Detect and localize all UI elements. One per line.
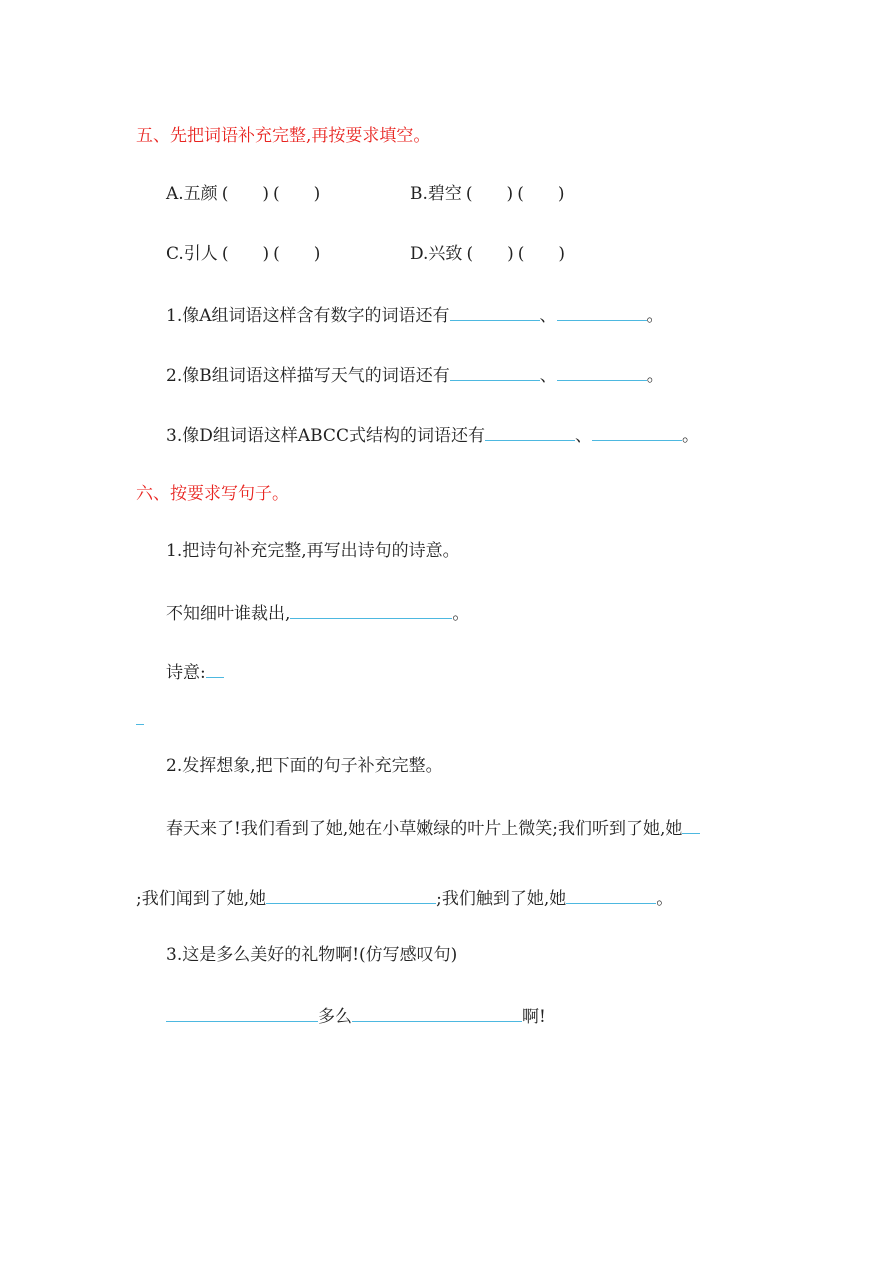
paren: ) (557, 184, 565, 204)
word-item-a-prefix: A.五颜 (166, 184, 218, 204)
question-5-3-text: 3.像D组词语这样ABCC式结构的词语还有 (166, 426, 485, 446)
answer-blank[interactable] (592, 422, 682, 441)
question-5-1 (166, 302, 664, 328)
word-item-d (410, 242, 565, 266)
period: 。 (646, 366, 664, 386)
poem-text: 不知细叶谁裁出, (166, 604, 291, 624)
answer-blank[interactable] (485, 422, 575, 441)
period: 。 (681, 426, 699, 446)
exclamation-end: 啊! (522, 1007, 546, 1027)
answer-blank[interactable] (557, 362, 647, 381)
meaning-answer-blank[interactable] (206, 659, 224, 678)
paren: ) (507, 244, 514, 264)
paren: ( (517, 184, 524, 204)
paren: ) (558, 244, 565, 264)
exclamation-mid: 多么 (318, 1007, 352, 1027)
paren: ) (313, 184, 321, 204)
question-5-1-text: 1.像A组词语这样含有数字的词语还有 (166, 306, 450, 326)
question-6-1-title: 1.把诗句补充完整,再写出诗句的诗意。 (166, 541, 460, 561)
touch-answer-blank[interactable] (566, 885, 656, 904)
separator: 、 (539, 306, 557, 326)
paren: ) (262, 184, 269, 204)
spring-sentence-text: 春天来了!我们看到了她,她在小草嫩绿的叶片上微笑;我们听到了她,她 (166, 819, 683, 839)
word-item-d-prefix: D.兴致 (410, 244, 463, 264)
question-5-3 (166, 422, 699, 448)
period: 。 (656, 889, 674, 909)
separator: 、 (539, 366, 557, 386)
smell-answer-blank[interactable] (266, 885, 436, 904)
meaning-continuation (136, 706, 144, 732)
paren: ( (517, 244, 525, 264)
meaning-line (166, 659, 224, 685)
answer-blank[interactable] (450, 362, 540, 381)
section-5-heading: 五、先把词语补充完整,再按要求填空。 (136, 126, 431, 146)
spring-smell-text: ;我们闻到了她,她 (136, 889, 267, 909)
word-item-b-prefix: B.碧空 (410, 184, 462, 204)
paren: ( (273, 244, 280, 264)
paren: ( (272, 184, 280, 204)
meaning-label: 诗意: (166, 663, 206, 683)
spring-touch-text: ;我们触到了她,她 (436, 889, 567, 909)
exclamation-blank-2[interactable] (352, 1003, 522, 1022)
section-6-heading: 六、按要求写句子。 (136, 484, 289, 504)
poem-answer-blank[interactable] (290, 600, 452, 619)
paren: ) (313, 244, 321, 264)
period: 。 (452, 604, 470, 624)
separator: 、 (574, 426, 592, 446)
question-6-3-title: 3.这是多么美好的礼物啊!(仿写感叹句) (166, 945, 458, 965)
spring-answer-blank[interactable] (682, 815, 700, 834)
word-item-a (166, 182, 320, 206)
word-item-b (410, 182, 564, 206)
exclamation-blank-1[interactable] (166, 1003, 318, 1022)
question-5-2 (166, 362, 664, 388)
word-item-c-prefix: C.引人 (166, 244, 218, 264)
answer-blank[interactable] (450, 302, 540, 321)
spring-sentence-line-2 (136, 885, 673, 911)
period: 。 (646, 306, 664, 326)
exclamation-line (166, 1003, 546, 1029)
meaning-answer-blank-continued[interactable] (136, 706, 144, 725)
question-6-2-title: 2.发挥想象,把下面的句子补充完整。 (166, 756, 443, 776)
paren: ( (221, 244, 229, 264)
question-5-2-text: 2.像B组词语这样描写天气的词语还有 (166, 366, 450, 386)
poem-line (166, 600, 469, 626)
paren: ) (506, 184, 514, 204)
word-item-c (166, 242, 320, 266)
paren: ( (466, 244, 474, 264)
answer-blank[interactable] (557, 302, 647, 321)
paren: ( (465, 184, 473, 204)
paren: ) (262, 244, 270, 264)
spring-sentence-line-1 (166, 815, 700, 841)
paren: ( (221, 184, 229, 204)
